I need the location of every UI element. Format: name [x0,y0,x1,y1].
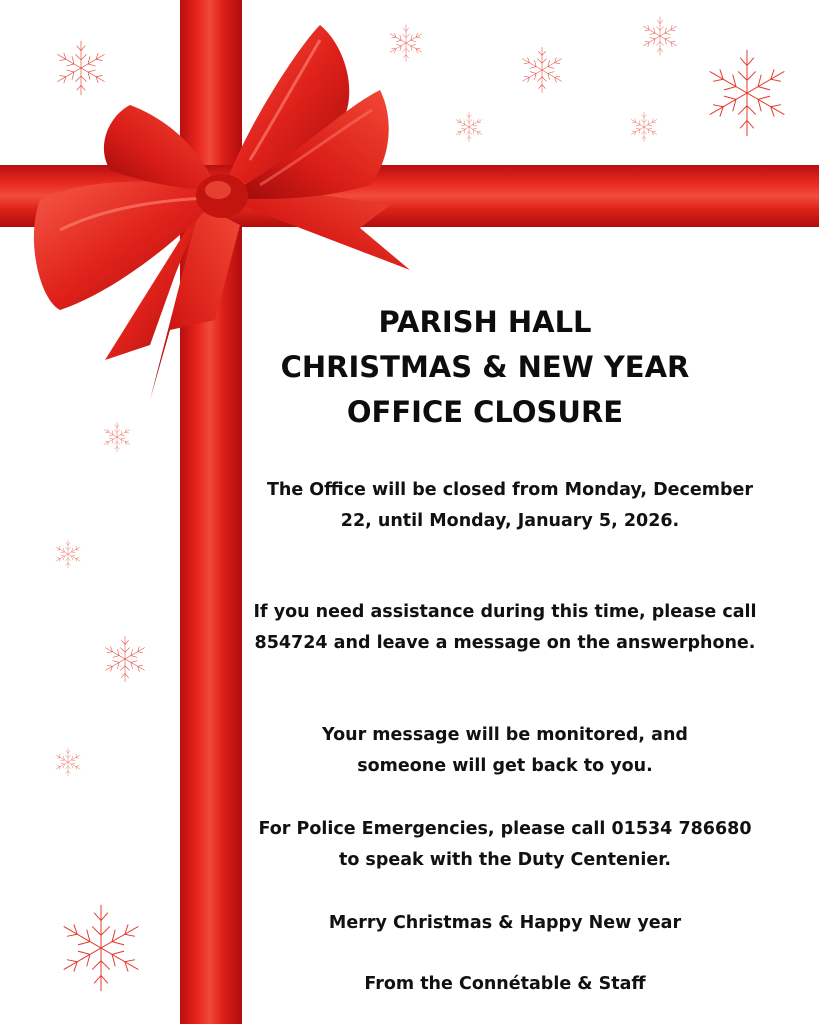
snowflake-icon [99,633,151,685]
snowflake-icon [52,898,150,998]
police-emergency-text: For Police Emergencies, please call 01534 786680 to speak with the Duty Centenier. [258,819,752,870]
snowflake-icon [516,44,568,96]
closure-dates-text: The Office will be closed from Monday, December 22, until Monday, January 5, 2026. [266,480,754,531]
snowflake-icon [638,14,682,58]
snowflake-icon [52,746,84,778]
snowflake-icon [100,420,134,454]
signoff-text: From the Connétable & Staff [364,974,646,994]
snowflake-icon [698,44,796,142]
snowflake-icon [385,22,427,64]
greeting-text: Merry Christmas & Happy New year [328,913,682,933]
title-line: OFFICE CLOSURE [346,395,624,429]
snowflake-icon [52,538,84,570]
monitoring-text: Your message will be monitored, and someone will get back to you. [322,725,688,776]
snowflake-icon [452,110,486,144]
assistance-text: If you need assistance during this time, please call 854724 and leave a message on the answerphone. [253,602,757,653]
snowflake-icon [627,110,661,144]
title-line: PARISH HALL [378,305,592,339]
snowflake-icon [50,37,112,99]
title-line: CHRISTMAS & NEW YEAR [280,350,690,384]
notice-title [245,300,725,435]
